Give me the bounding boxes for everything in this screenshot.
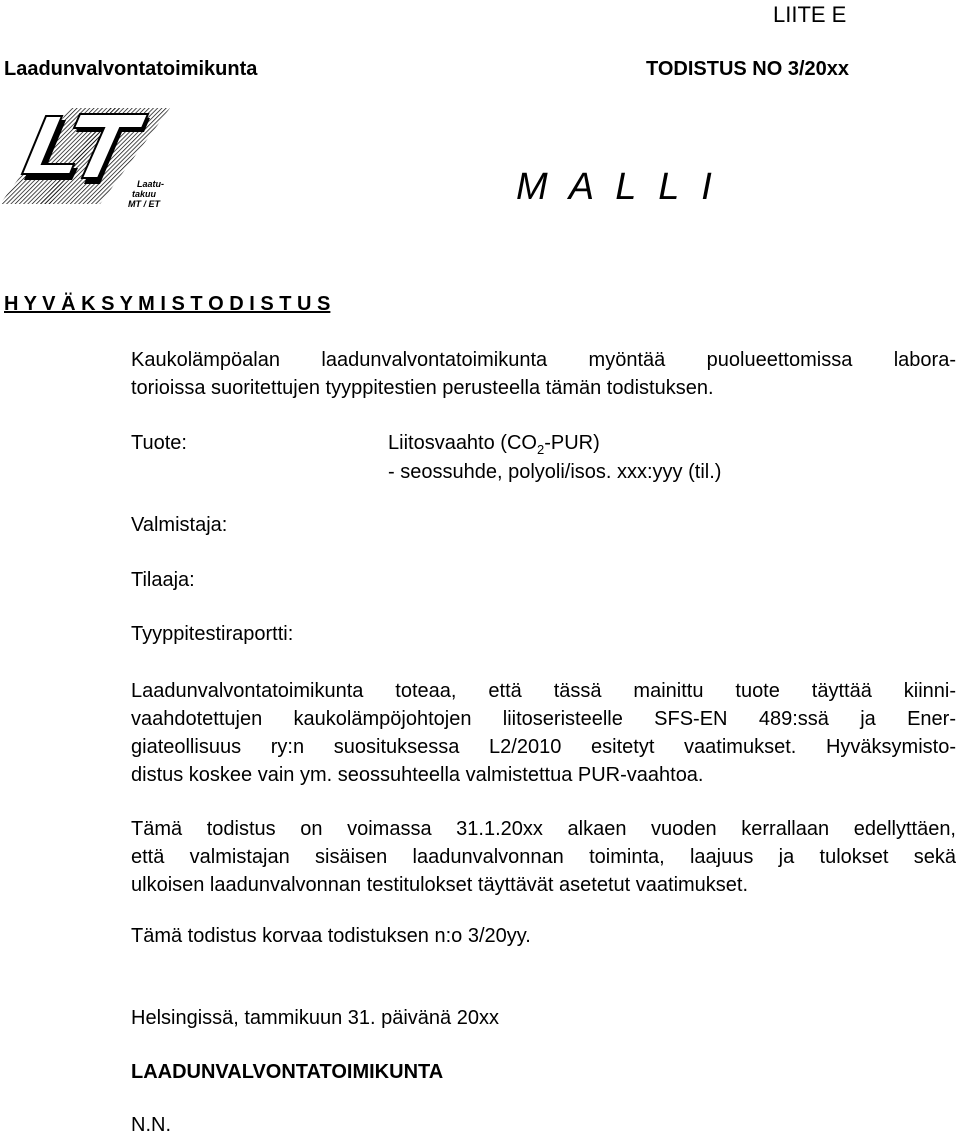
product-label: Tuote: [131, 432, 187, 454]
intro-line-1: Kaukolämpöalan laadunvalvontatoimikunta myöntää puolueettomissa labora- [131, 349, 956, 371]
product-value [388, 433, 600, 456]
test-report-label: Tyyppitestiraportti: [131, 623, 294, 645]
conformity-line-1: Laadunvalvontatoimikunta toteaa, että tässä mainittu tuote täyttää kiinni- [131, 680, 956, 702]
conformity-line-2: vaahdotettujen kaukolämpöjohtojen liitoseristeelle SFS-EN 489:ssä ja Ener- [131, 708, 956, 730]
watermark-title: M A L L I [516, 166, 718, 208]
conformity-paragraph [131, 677, 956, 789]
logo-text-1: Laatu- [137, 179, 164, 189]
replaces-note: Tämä todistus korvaa todistuksen n:o 3/20yy. [131, 925, 531, 947]
logo-text-3: MT / ET [128, 199, 160, 209]
appendix-label: LIITE E [773, 2, 847, 27]
validity-paragraph [131, 815, 956, 899]
certificate-number: TODISTUS NO 3/20xx [646, 58, 850, 80]
certificate-heading: H Y V Ä K S Y M I S T O D I S T U S [4, 293, 331, 315]
logo-text-2: takuu [132, 189, 157, 199]
orderer-label: Tilaaja: [131, 569, 195, 591]
product-value-subscript: 2 [536, 442, 545, 457]
product-value-prefix: Liitosvaahto (CO [388, 432, 537, 454]
intro-line-2: torioissa suoritettujen tyyppitestien perusteella tämän todistuksen. [131, 377, 714, 399]
conformity-line-3: giateollisuus ry:n suosituksessa L2/2010 esitetyt vaatimukset. Hyväksymisto- [131, 736, 956, 758]
conformity-line-4: distus koskee vain ym. seossuhteella valmistettua PUR-vaahtoa. [131, 764, 704, 786]
signatory-organization: LAADUNVALVONTATOIMIKUNTA [131, 1061, 444, 1083]
organization-name: Laadunvalvontatoimikunta [4, 58, 258, 80]
validity-line-1: Tämä todistus on voimassa 31.1.20xx alkaen vuoden kerrallaan edellyttäen, [131, 818, 956, 840]
place-and-date: Helsingissä, tammikuun 31. päivänä 20xx [131, 1007, 499, 1029]
product-value-suffix: -PUR) [544, 432, 600, 454]
product-value-line2: - seossuhde, polyoli/isos. xxx:yyy (til.) [388, 461, 722, 483]
signatory-name: N.N. [131, 1114, 171, 1136]
validity-line-2: että valmistajan sisäisen laadunvalvonnan toiminta, laajuus ja tulokset sekä [131, 846, 956, 868]
validity-line-3: ulkoisen laadunvalvonnan testitulokset täyttävät asetetut vaatimukset. [131, 874, 749, 896]
manufacturer-label: Valmistaja: [131, 514, 228, 536]
intro-paragraph [131, 346, 956, 402]
quality-mark-logo [0, 104, 180, 212]
